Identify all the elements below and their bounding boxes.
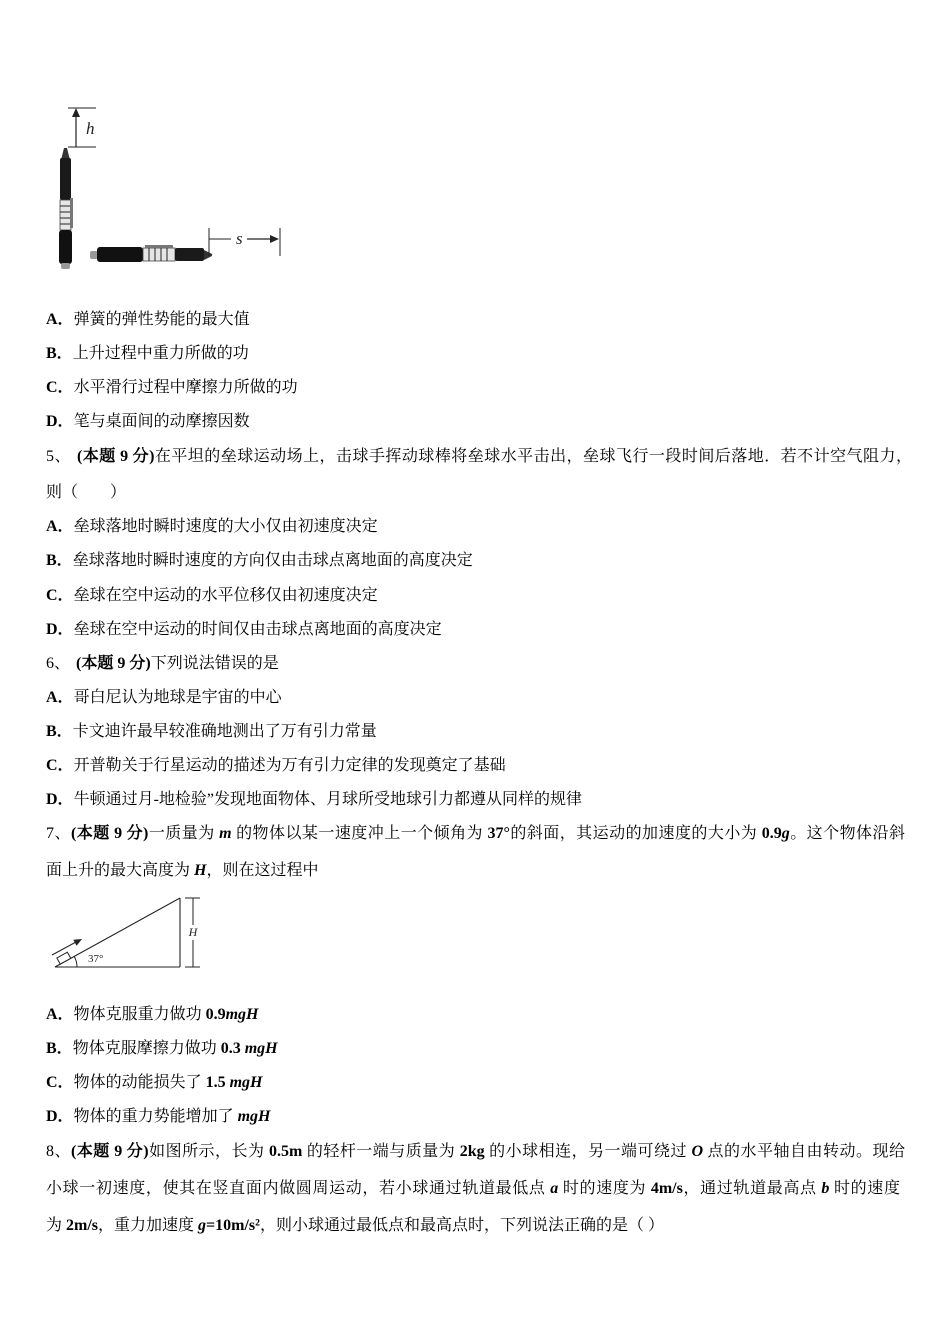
incline-figure [40,890,210,975]
speed-high-value: 2m/s [66,1217,99,1234]
option-text: 物体的重力势能增加了 [73,1108,238,1125]
pen-jump-figure [40,100,290,275]
option-text: 物体克服重力做功 [73,1006,206,1023]
option-text: 牛顿通过月-地检验”发现地面物体、月球所受地球引力都遵从同样的规律 [73,791,582,808]
variable-g: g [198,1217,207,1234]
stem-text: 。这个物体沿斜 [789,825,905,842]
option-label: A． [46,1006,74,1023]
q6-stem [46,654,279,674]
stem-text: 小球一初速度，使其在竖直面内做圆周运动，若小球通过轨道最低点 [46,1180,551,1197]
mass-value: 2kg [459,1143,485,1160]
q6-option-c [46,756,506,776]
option-variable: mgH [229,1074,263,1091]
vertical-pen-clip [70,198,73,228]
q4-option-b [46,344,249,364]
option-label: C． [46,1074,74,1091]
q7-option-b [46,1039,278,1059]
option-label: D． [46,621,74,638]
q6-option-b [46,722,377,742]
option-value: 0.9 [205,1006,226,1023]
h-label: h [86,119,95,138]
option-text: 物体的动能损失了 [73,1074,206,1091]
point-b: b [821,1180,830,1197]
option-label: A． [46,689,74,706]
question-number: 5、 [46,448,71,465]
stem-text: 为 [46,1217,67,1234]
stem-text: 的斜面，其运动的加速度的大小为 [509,825,762,842]
option-label: A． [46,311,74,328]
question-score: (本题 9 分) [70,1143,149,1160]
q5-stem-line2 [46,483,126,503]
option-text: 笔与桌面间的动摩擦因数 [73,413,250,430]
speed-low-value: 4m/s [650,1180,683,1197]
vertical-pen-upper-body [60,158,71,200]
option-text: 垒球落地时瞬时速度的方向仅由击球点离地面的高度决定 [72,552,473,569]
stem-text: ，通过轨道最高点 [682,1180,822,1197]
stem-text: 一质量为 [148,825,220,842]
horizontal-pen-clear-section [143,248,175,261]
q4-option-d [46,412,250,432]
question-number: 6、 [46,655,71,672]
height-label: H [188,925,198,939]
option-variable: mgH [237,1108,271,1125]
horizontal-pen-body [97,247,143,262]
option-text: 物体克服摩擦力做功 [72,1040,221,1057]
question-score: (本题 9 分) [76,448,155,465]
option-text: 垒球在空中运动的时间仅由击球点离地面的高度决定 [73,621,442,638]
option-label: D． [46,413,74,430]
stem-text: 则（ ） [46,484,127,501]
option-text: 哥白尼认为地球是宇宙的中心 [73,689,282,706]
question-number: 8、 [46,1143,71,1160]
option-label: B． [46,1040,73,1057]
option-label: D． [46,1108,74,1125]
q7-option-c [46,1073,262,1093]
option-label: B． [46,723,73,740]
angle-arc [74,956,77,967]
option-label: B． [46,345,73,362]
stem-text: ，重力加速度 [98,1217,199,1234]
option-label: C． [46,379,74,396]
option-text: 垒球在空中运动的水平位移仅由初速度决定 [73,587,378,604]
angle-value: 37° [487,825,510,842]
stem-text: 如图所示，长为 [148,1143,270,1160]
incline-slope [55,898,180,967]
q6-option-d [46,790,582,810]
q6-option-a [46,688,282,708]
option-label: B． [46,552,73,569]
q8-stem-line3 [46,1216,664,1236]
horizontal-pen-tip [204,250,212,260]
velocity-arrow-shaft [52,942,76,955]
vertical-pen-image [59,148,73,269]
q4-option-c [46,378,298,398]
length-value: 0.5m [269,1143,303,1160]
question-score: (本题 9 分) [70,825,149,842]
stem-text: 在平坦的垒球运动场上，击球手挥动球棒将垒球水平击出，垒球飞行一段时间后落地．若不计空气阻力， [154,448,912,465]
q5-option-b [46,551,473,571]
variable-m: m [219,825,232,842]
stem-text: 的轻杆一端与质量为 [302,1143,460,1160]
q8-stem-line1 [46,1142,905,1162]
option-value: 0.3 [220,1040,245,1057]
horizontal-pen-image [90,245,212,262]
acceleration-value: 0.9 [761,825,782,842]
q7-stem-line1 [46,824,905,844]
variable-H: H [194,862,207,879]
gravity-value: =10m/s² [206,1217,260,1234]
horizontal-pen-grip [175,248,204,261]
stem-text: 的小球相连，另一端可绕过 [484,1143,692,1160]
q7-stem-line2 [46,861,318,881]
vertical-pen-end-cap [61,263,70,269]
q5-option-a [46,517,378,537]
stem-text: 的物体以某一速度冲上一个倾角为 [231,825,488,842]
variable-g: g [781,825,790,842]
stem-text: ，则在这过程中 [206,862,319,879]
angle-label: 37° [88,953,104,965]
stem-text: 下列说法错误的是 [150,655,279,672]
stem-text: 时的速度 [829,1180,900,1197]
question-number: 7、 [46,825,71,842]
option-text: 垒球落地时瞬时速度的大小仅由初速度决定 [73,518,378,535]
h-arrow-head-icon [72,108,80,117]
option-text: 上升过程中重力所做的功 [72,345,249,362]
option-value: 1.5 [205,1074,230,1091]
question-score: (本题 9 分) [76,655,151,672]
stem-text: 时的速度为 [558,1180,651,1197]
q7-option-d [46,1107,270,1127]
q8-stem-line2 [46,1179,900,1199]
q5-option-c [46,586,378,606]
stem-text: 面上升的最大高度为 [46,862,195,879]
option-text: 弹簧的弹性势能的最大值 [73,311,250,328]
q5-stem-line1 [46,447,912,467]
option-text: 卡文迪许最早较准确地测出了万有引力常量 [72,723,377,740]
option-variable: mgH [225,1006,259,1023]
point-a: a [550,1180,559,1197]
point-O: O [691,1143,704,1160]
option-label: A． [46,518,74,535]
block-on-incline [57,952,71,964]
vertical-pen-clear-section [60,200,71,230]
vertical-pen-lower-body [59,230,72,264]
option-variable: mgH [244,1040,278,1057]
stem-text: 点的水平轴自由转动。现给 [703,1143,905,1160]
option-text: 开普勒关于行星运动的描述为万有引力定律的发现奠定了基础 [73,757,506,774]
q4-option-a [46,310,250,330]
s-label: s [236,229,243,248]
option-label: C． [46,757,74,774]
horizontal-pen-clip [145,245,173,248]
option-label: C． [46,587,74,604]
q5-option-d [46,620,442,640]
option-text: 水平滑行过程中摩擦力所做的功 [73,379,298,396]
q7-option-a [46,1005,258,1025]
stem-text: ，则小球通过最低点和最高点时，下列说法正确的是（ ） [259,1217,664,1234]
s-arrow-head-icon [270,235,279,243]
option-label: D． [46,791,74,808]
horizontal-pen-end-cap [90,251,98,259]
